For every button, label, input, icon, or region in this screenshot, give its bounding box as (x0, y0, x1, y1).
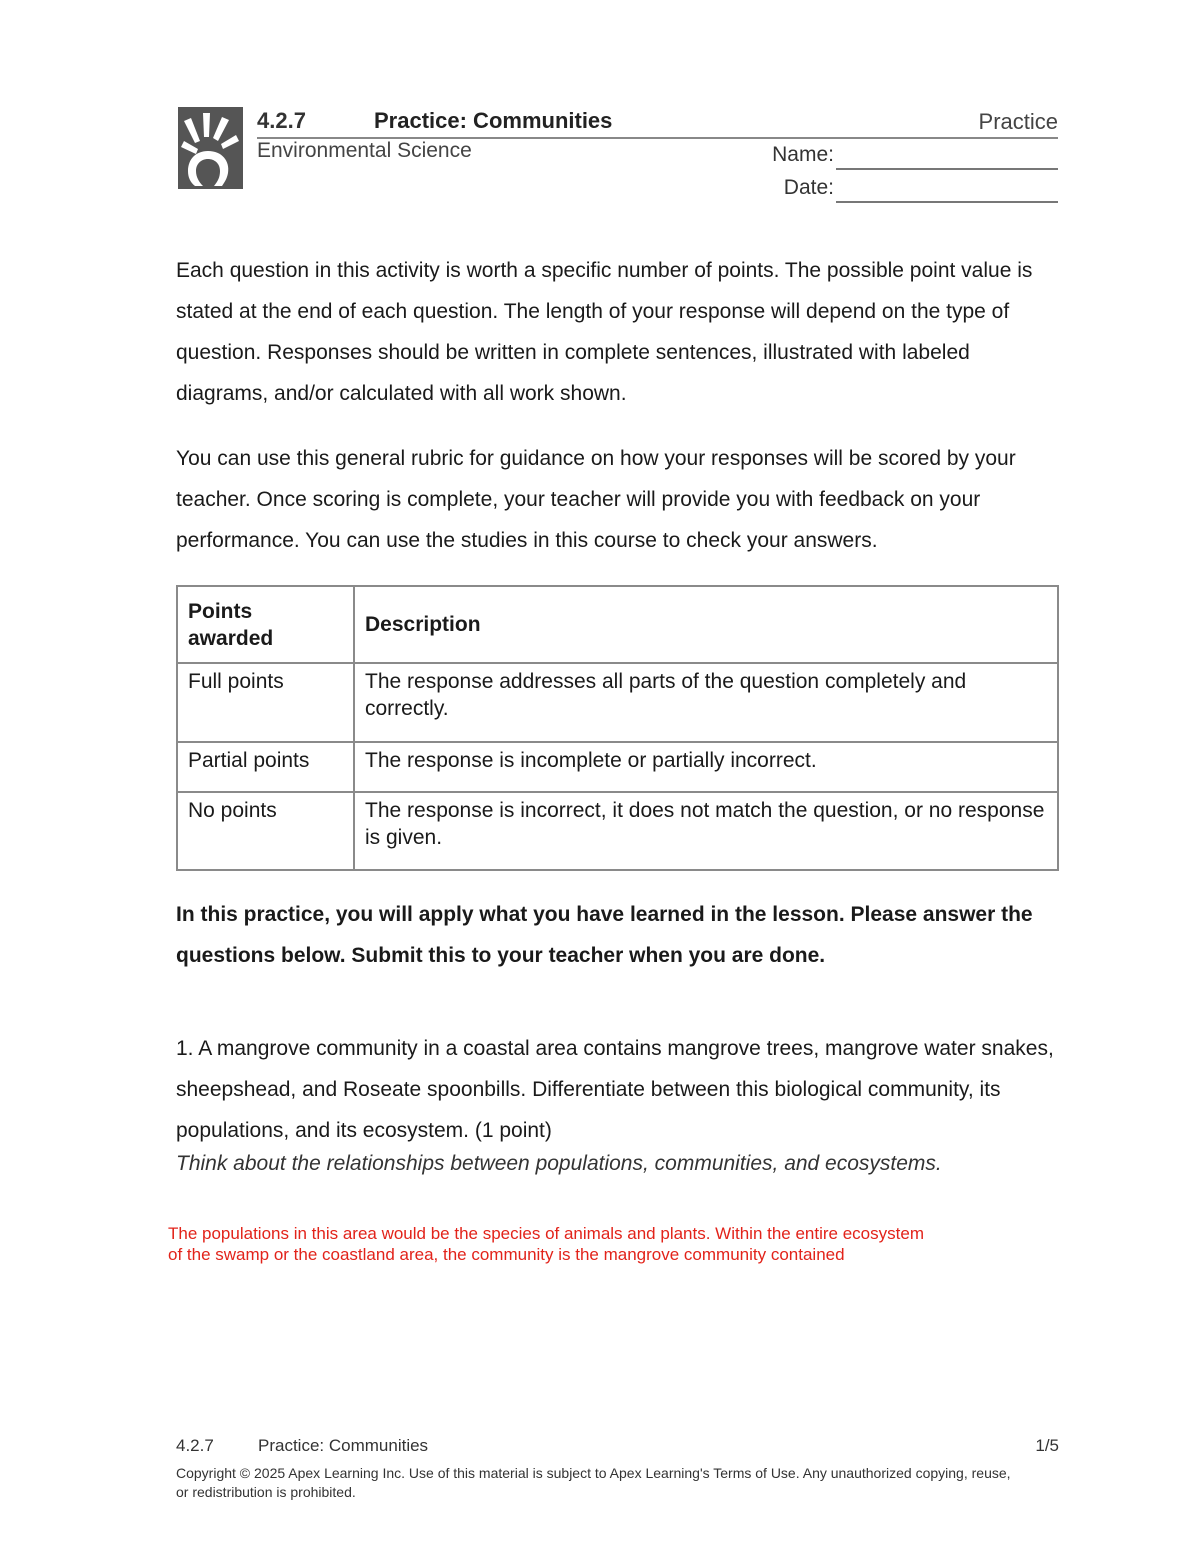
intro-paragraph-2: You can use this general rubric for guidance on how your responses will be scored by your teacher. Once scoring is complete, your teacher will provide you with feedback on your performance. You can use the studies in this course to check your answers. (176, 447, 1016, 552)
question-1-hint: Think about the relationships between populations, communities, and ecosystems. (176, 1152, 942, 1175)
footer-title: Practice: Communities (258, 1436, 429, 1455)
row-points: No points (177, 792, 354, 870)
row-points: Full points (177, 663, 354, 742)
table-row (177, 792, 1058, 870)
question-1-answer[interactable]: The populations in this area would be the species of animals and plants. Within the entire ecosystem of the swamp or the coastland area, the community is the mangrove community contained (168, 1224, 924, 1264)
name-field[interactable] (836, 168, 1058, 170)
table-row (177, 742, 1058, 792)
table-row (177, 663, 1058, 742)
name-label: Name: (772, 143, 834, 166)
page-number: 1/5 (1035, 1436, 1059, 1455)
question-1-text: 1. A mangrove community in a coastal area contains mangrove trees, mangrove water snakes, sheepshead, and Roseate spoonbills. Differentiate between this biological community, its populations, and its ecosystem. (1 point) (176, 1037, 1054, 1142)
header-points-awarded: Points awarded (177, 586, 354, 663)
header-description: Description (354, 586, 1058, 663)
lesson-title: Practice: Communities (374, 108, 613, 133)
table-header-row (177, 586, 1058, 663)
course-subject: Environmental Science (257, 139, 472, 162)
practice-instructions: In this practice, you will apply what you have learned in the lesson. Please answer the questions below. Submit this to your teacher when you are done. (176, 903, 1033, 967)
intro-paragraph-1: Each question in this activity is worth a specific number of points. The possible point value is stated at the end of each question. The length of your response will depend on the type of question. Responses should be written in complete sentences, illustrated with labeled diagrams, and/or calculated with all work shown. (176, 259, 1033, 405)
copyright-notice: Copyright © 2025 Apex Learning Inc. Use of this material is subject to Apex Learning's Terms of Use. Any unauthorized copying, reuse, or redistribution is prohibited. (176, 1465, 1011, 1500)
row-description: The response is incorrect, it does not match the question, or no response is given. (354, 792, 1058, 870)
activity-type: Practice (978, 109, 1058, 134)
row-points: Partial points (177, 742, 354, 792)
row-description: The response addresses all parts of the question completely and correctly. (354, 663, 1058, 742)
rubric-table (176, 585, 1059, 871)
lesson-code: 4.2.7 (257, 108, 306, 133)
date-label: Date: (783, 176, 834, 199)
footer-code: 4.2.7 (176, 1436, 214, 1455)
date-field[interactable] (836, 201, 1058, 203)
row-description: The response is incomplete or partially incorrect. (354, 742, 1058, 792)
apex-sun-logo-icon (178, 107, 243, 189)
